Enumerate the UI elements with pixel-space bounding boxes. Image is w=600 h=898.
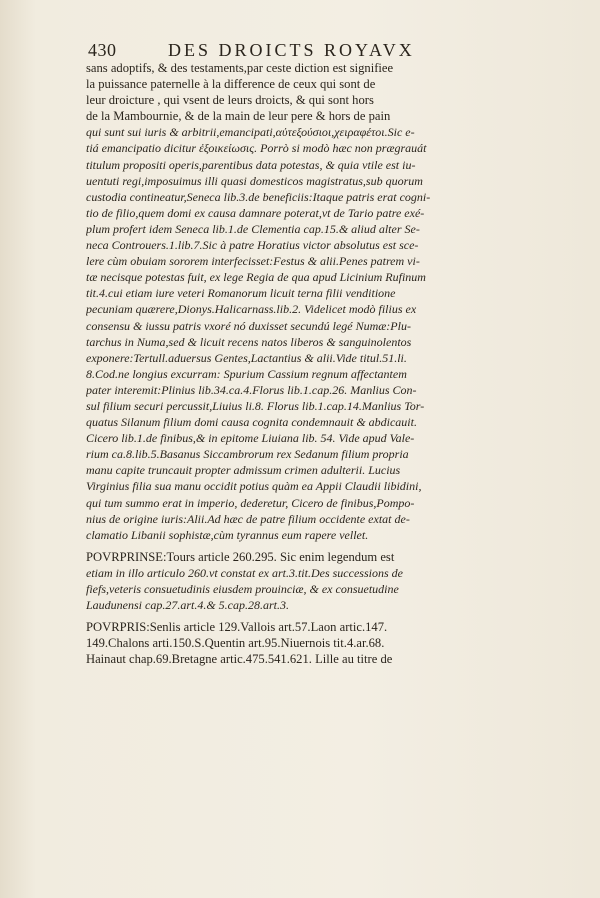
- text-line: qui tum summo erat in imperio, dederetur, Cicero de finibus,Pompo-: [86, 495, 415, 510]
- running-title: DES DROICTS ROYAVX: [168, 40, 415, 60]
- paragraph: [86, 619, 548, 667]
- text-line: la puissance paternelle à la difference de ceux qui sont de: [86, 77, 376, 92]
- text-line: POVRPRIS:Senlis article 129.Vallois art.57.Laon artic.147.: [86, 620, 388, 635]
- paragraph: [86, 549, 548, 613]
- text-line: Laudunensi cap.27.art.4.& 5.cap.28.art.3.: [86, 598, 289, 613]
- text-line: tarchus in Numa,sed & licuit recens natos liberos & sanguinolentos: [86, 334, 412, 349]
- text-line: plum profert idem Seneca lib.1.de Clementia cap.15.& aliud alter Se-: [86, 221, 420, 236]
- text-line: tit.4.cui etiam iure veteri Romanorum licuit terna filii venditione: [86, 286, 396, 301]
- text-line: quatus Silanum filium domi causa cognita condemnauit & abdicauit.: [86, 415, 417, 430]
- body-text: [86, 60, 548, 667]
- text-line: leur droicture , qui vsent de leurs droicts, & qui sont hors: [86, 93, 374, 108]
- text-line: custodia contineatur,Seneca lib.3.de beneficiis:Itaque patris erat cogni-: [86, 189, 431, 204]
- page-number: 430: [88, 40, 117, 60]
- text-line: lere cùm obuiam sororem interfecisset:Festus & alii.Penes patrem vi-: [86, 254, 420, 269]
- text-line: 149.Chalons arti.150.S.Quentin art.95.Niuernois tit.4.ar.68.: [86, 636, 385, 651]
- text-line: sans adoptifs, & des testaments,par ceste diction est signifiee: [86, 61, 394, 75]
- text-line: Virginius filia sua manu occidit potius quàm ea Appii Claudii libidini,: [86, 479, 422, 494]
- text-line: fiefs,veteris consuetudinis eiusdem prouinciæ, & ex consuetudine: [86, 582, 399, 596]
- text-line: tæ necisque potestas fuit, ex lege Regia de qua apud Licinium Rufinum: [86, 270, 426, 285]
- text-line: 8.Cod.ne longius excurram: Spurium Cassium regnum affectantem: [86, 366, 407, 381]
- text-line: neca Controuers.1.lib.7.Sic à patre Horatius victor absolutus est sce-: [86, 238, 419, 253]
- text-line: etiam in illo articulo 260.vt constat ex art.3.tit.Des successions de: [86, 565, 403, 580]
- text-line: pecuniam quærere,Dionys.Halicarnass.lib.2. Videlicet modò filius ex: [86, 302, 417, 317]
- text-line: manu capite truncauit propter admissum crimen adulterii. Lucius: [86, 463, 401, 478]
- text-line: rium ca.8.lib.5.Basanus Siccambrorum rex Sedanum filium propria: [86, 447, 409, 462]
- text-line: clamatio Libanii sophistæ,cùm tyrannus eum rapere vellet.: [86, 527, 369, 542]
- text-line: qui sunt sui iuris & arbitrii,emancipati,αὐτεξούσιοι,χειραφέτοι.Sic e-: [86, 125, 415, 140]
- text-line: tiá emancipatio dicitur ἐξοικείωσις. Porrò si modò hæc non prægrauát: [86, 141, 427, 156]
- text-line: nius de origine iuris:Alii.Ad hæc de patre filium occidente extat de-: [86, 511, 410, 526]
- text-line: tio de filio,quem domi ex causa damnare poterat,vt de Tario patre exé-: [86, 205, 425, 220]
- text-line: de la Mambournie, & de la main de leur pere & hors de pain: [86, 109, 391, 124]
- text-line: consensu & iussu patris vxoré nó duxisset secundú legé Numæ:Plu-: [86, 318, 411, 333]
- paragraph: [86, 60, 548, 543]
- text-line: Cicero lib.1.de finibus,& in epitome Liuiana lib. 54. Vide apud Vale-: [86, 431, 415, 446]
- text-line: pater interemit:Plinius lib.34.ca.4.Florus lib.1.cap.26. Manlius Con-: [86, 382, 417, 397]
- text-line: POVRPRINSE:Tours article 260.295. Sic enim legendum est: [86, 549, 395, 564]
- text-line: exponere:Tertull.aduersus Gentes,Lactantius & alii.Vide titul.51.li.: [86, 350, 407, 365]
- text-line: Hainaut chap.69.Bretagne artic.475.541.621. Lille au titre de: [86, 652, 393, 667]
- text-line: titulum propositi operis,parentibus data potestas, & quia vtile est iu-: [86, 157, 416, 172]
- text-line: uentuti regi,imposuimus illi quasi domesticos magistratus,sub quorum: [86, 173, 423, 188]
- text-line: sul filium securi percussit,Liuius li.8. Florus lib.1.cap.14.Manlius Tor-: [86, 398, 425, 413]
